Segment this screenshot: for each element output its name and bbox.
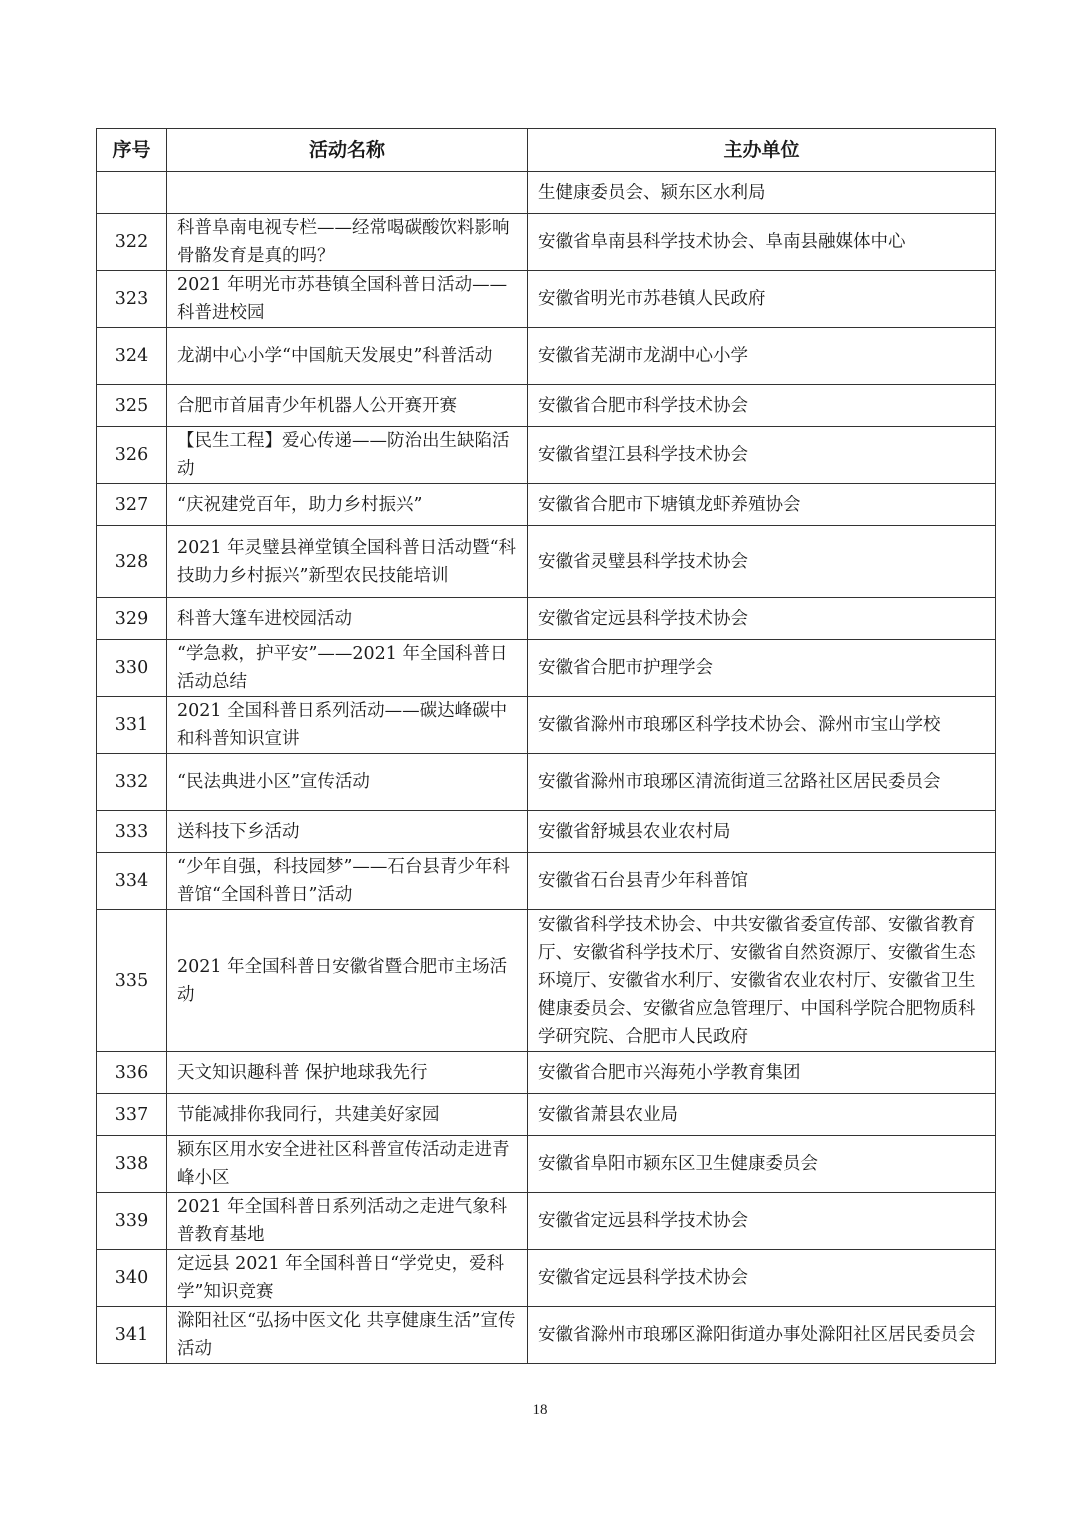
cell-serial-no bbox=[97, 172, 167, 214]
cell-organizer: 安徽省合肥市下塘镇龙虾养殖协会 bbox=[528, 484, 996, 526]
table-row bbox=[97, 484, 996, 526]
cell-organizer: 安徽省合肥市护理学会 bbox=[528, 640, 996, 697]
header-serial-no: 序号 bbox=[97, 129, 167, 172]
cell-organizer: 生健康委员会、颍东区水利局 bbox=[528, 172, 996, 214]
cell-organizer: 安徽省望江县科学技术协会 bbox=[528, 427, 996, 484]
table-header-row bbox=[97, 129, 996, 172]
cell-serial-no: 324 bbox=[97, 328, 167, 385]
cell-activity-name: 送科技下乡活动 bbox=[167, 811, 528, 853]
cell-activity-name: 科普阜南电视专栏——经常喝碳酸饮料影响骨骼发育是真的吗？ bbox=[167, 214, 528, 271]
cell-organizer: 安徽省明光市苏巷镇人民政府 bbox=[528, 271, 996, 328]
table-row bbox=[97, 1052, 996, 1094]
cell-serial-no: 340 bbox=[97, 1250, 167, 1307]
cell-activity-name: “少年自强，科技园梦”——石台县青少年科普馆“全国科普日”活动 bbox=[167, 853, 528, 910]
cell-organizer: 安徽省芜湖市龙湖中心小学 bbox=[528, 328, 996, 385]
cell-serial-no: 332 bbox=[97, 754, 167, 811]
cell-serial-no: 322 bbox=[97, 214, 167, 271]
table-row bbox=[97, 754, 996, 811]
cell-organizer: 安徽省滁州市琅琊区科学技术协会、滁州市宝山学校 bbox=[528, 697, 996, 754]
table-row bbox=[97, 214, 996, 271]
activity-table bbox=[96, 128, 996, 1364]
cell-activity-name: 2021 年全国科普日系列活动之走进气象科普教育基地 bbox=[167, 1193, 528, 1250]
cell-activity-name: 龙湖中心小学“中国航天发展史”科普活动 bbox=[167, 328, 528, 385]
cell-serial-no: 330 bbox=[97, 640, 167, 697]
cell-activity-name: “庆祝建党百年，助力乡村振兴” bbox=[167, 484, 528, 526]
table-row bbox=[97, 328, 996, 385]
table-row bbox=[97, 1136, 996, 1193]
table-body bbox=[97, 172, 996, 1364]
cell-serial-no: 335 bbox=[97, 910, 167, 1052]
table-row bbox=[97, 640, 996, 697]
cell-organizer: 安徽省滁州市琅琊区清流街道三岔路社区居民委员会 bbox=[528, 754, 996, 811]
cell-organizer: 安徽省定远县科学技术协会 bbox=[528, 1250, 996, 1307]
cell-activity-name: 科普大篷车进校园活动 bbox=[167, 598, 528, 640]
cell-activity-name: 定远县 2021 年全国科普日“学党史，爱科学”知识竞赛 bbox=[167, 1250, 528, 1307]
cell-activity-name: 合肥市首届青少年机器人公开赛开赛 bbox=[167, 385, 528, 427]
cell-activity-name: 2021 年全国科普日安徽省暨合肥市主场活动 bbox=[167, 910, 528, 1052]
cell-activity-name: 天文知识趣科普 保护地球我先行 bbox=[167, 1052, 528, 1094]
table-row bbox=[97, 526, 996, 598]
cell-serial-no: 339 bbox=[97, 1193, 167, 1250]
cell-activity-name: “民法典进小区”宣传活动 bbox=[167, 754, 528, 811]
cell-serial-no: 326 bbox=[97, 427, 167, 484]
cell-organizer: 安徽省灵璧县科学技术协会 bbox=[528, 526, 996, 598]
table-row bbox=[97, 1250, 996, 1307]
cell-serial-no: 328 bbox=[97, 526, 167, 598]
header-organizer: 主办单位 bbox=[528, 129, 996, 172]
cell-organizer: 安徽省萧县农业局 bbox=[528, 1094, 996, 1136]
cell-serial-no: 325 bbox=[97, 385, 167, 427]
table-row bbox=[97, 811, 996, 853]
table-row bbox=[97, 697, 996, 754]
cell-activity-name bbox=[167, 172, 528, 214]
table-row bbox=[97, 385, 996, 427]
header-activity-name: 活动名称 bbox=[167, 129, 528, 172]
cell-activity-name: 【民生工程】爱心传递——防治出生缺陷活动 bbox=[167, 427, 528, 484]
table-row bbox=[97, 910, 996, 1052]
cell-organizer: 安徽省石台县青少年科普馆 bbox=[528, 853, 996, 910]
cell-activity-name: “学急救，护平安”——2021 年全国科普日活动总结 bbox=[167, 640, 528, 697]
cell-organizer: 安徽省阜阳市颍东区卫生健康委员会 bbox=[528, 1136, 996, 1193]
cell-serial-no: 337 bbox=[97, 1094, 167, 1136]
cell-serial-no: 336 bbox=[97, 1052, 167, 1094]
cell-serial-no: 338 bbox=[97, 1136, 167, 1193]
page-number: 18 bbox=[532, 1402, 548, 1418]
table-row bbox=[97, 853, 996, 910]
cell-serial-no: 323 bbox=[97, 271, 167, 328]
table-row bbox=[97, 271, 996, 328]
cell-serial-no: 327 bbox=[97, 484, 167, 526]
cell-organizer: 安徽省合肥市科学技术协会 bbox=[528, 385, 996, 427]
table-row bbox=[97, 1307, 996, 1364]
cell-activity-name: 2021 年明光市苏巷镇全国科普日活动——科普进校园 bbox=[167, 271, 528, 328]
table-row bbox=[97, 598, 996, 640]
cell-serial-no: 331 bbox=[97, 697, 167, 754]
cell-serial-no: 334 bbox=[97, 853, 167, 910]
cell-organizer: 安徽省科学技术协会、中共安徽省委宣传部、安徽省教育厅、安徽省科学技术厅、安徽省自然资源厅、安徽省生态环境厅、安徽省水利厅、安徽省农业农村厅、安徽省卫生健康委员会、安徽省应急管理厅、中国科学院合肥物质科学研究院、合肥市人民政府 bbox=[528, 910, 996, 1052]
cell-serial-no: 341 bbox=[97, 1307, 167, 1364]
cell-organizer: 安徽省定远县科学技术协会 bbox=[528, 598, 996, 640]
cell-activity-name: 2021 年灵璧县禅堂镇全国科普日活动暨“科技助力乡村振兴”新型农民技能培训 bbox=[167, 526, 528, 598]
table-row bbox=[97, 172, 996, 214]
cell-activity-name: 2021 全国科普日系列活动——碳达峰碳中和科普知识宣讲 bbox=[167, 697, 528, 754]
cell-activity-name: 颍东区用水安全进社区科普宣传活动走进青峰小区 bbox=[167, 1136, 528, 1193]
cell-activity-name: 节能减排你我同行，共建美好家园 bbox=[167, 1094, 528, 1136]
cell-organizer: 安徽省滁州市琅琊区滁阳街道办事处滁阳社区居民委员会 bbox=[528, 1307, 996, 1364]
table-row bbox=[97, 1094, 996, 1136]
cell-organizer: 安徽省合肥市兴海苑小学教育集团 bbox=[528, 1052, 996, 1094]
table-row bbox=[97, 1193, 996, 1250]
table-row bbox=[97, 427, 996, 484]
cell-organizer: 安徽省阜南县科学技术协会、阜南县融媒体中心 bbox=[528, 214, 996, 271]
cell-activity-name: 滁阳社区“弘扬中医文化 共享健康生活”宣传活动 bbox=[167, 1307, 528, 1364]
cell-serial-no: 333 bbox=[97, 811, 167, 853]
cell-organizer: 安徽省舒城县农业农村局 bbox=[528, 811, 996, 853]
cell-organizer: 安徽省定远县科学技术协会 bbox=[528, 1193, 996, 1250]
cell-serial-no: 329 bbox=[97, 598, 167, 640]
